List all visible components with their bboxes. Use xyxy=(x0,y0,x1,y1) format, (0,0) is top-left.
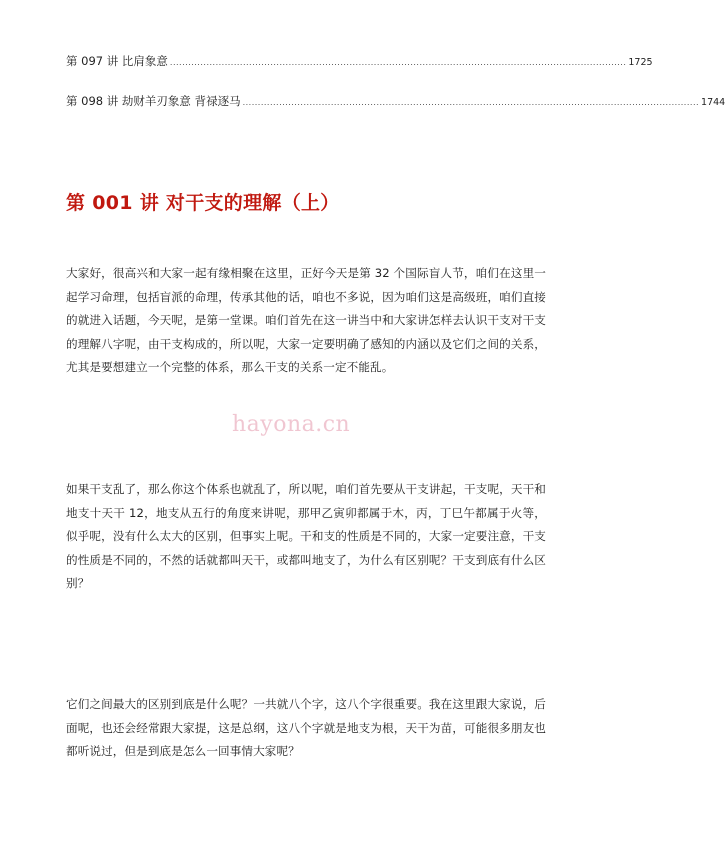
table-of-contents xyxy=(66,52,725,132)
toc-entry-title: 第 098 讲 劫财羊刃象意 背禄逐马 xyxy=(66,94,241,108)
toc-leader-dots: ...................................................................................................................................................... xyxy=(169,58,627,67)
toc-page-number: 1744 xyxy=(701,97,725,108)
toc-page-number: 1725 xyxy=(628,57,653,68)
body-paragraph: 如果干支乱了，那么你这个体系也就乱了，所以呢，咱们首先要从干支讲起，干支呢，天干和地支十天干 12，地支从五行的角度来讲呢，那甲乙寅卯都属于木，丙，丁巳午都属于火等，似乎呢，没有什么太大的区别，但事实上呢。干和支的性质是不同的，大家一定要注意，干支的性质是不同的，不然的话就都叫天干，或都叫地支了，为什么有区别呢？干支到底有什么区别？ xyxy=(66,482,546,591)
toc-entry-title: 第 097 讲 比肩象意 xyxy=(66,54,168,68)
toc-entry[interactable] xyxy=(66,92,725,112)
body-paragraph: 它们之间最大的区别到底是什么呢？一共就八个字，这八个字很重要。我在这里跟大家说，后面呢，也还会经常跟大家提，这是总纲，这八个字就是地支为根，天干为苗，可能很多朋友也都听说过，但是到底是怎么一回事情大家呢？ xyxy=(66,697,546,759)
toc-entry[interactable] xyxy=(66,52,653,72)
toc-leader-dots: ...................................................................................................................................................... xyxy=(242,98,700,107)
lecture-heading: 第 001 讲 对干支的理解（上） xyxy=(66,192,340,214)
watermark: hayona.cn xyxy=(232,412,351,437)
body-paragraph: 大家好，很高兴和大家一起有缘相聚在这里，正好今天是第 32 个国际盲人节，咱们在这里一起学习命理，包括盲派的命理，传承其他的话，咱也不多说，因为咱们这是高级班，咱们直接的就进入话题，今天呢，是第一堂课。咱们首先在这一讲当中和大家讲怎样去认识干支对干支的理解八字呢，由干支构成的，所以呢，大家一定要明确了感知的内涵以及它们之间的关系，尤其是要想建立一个完整的体系，那么干支的关系一定不能乱。 xyxy=(66,266,546,375)
